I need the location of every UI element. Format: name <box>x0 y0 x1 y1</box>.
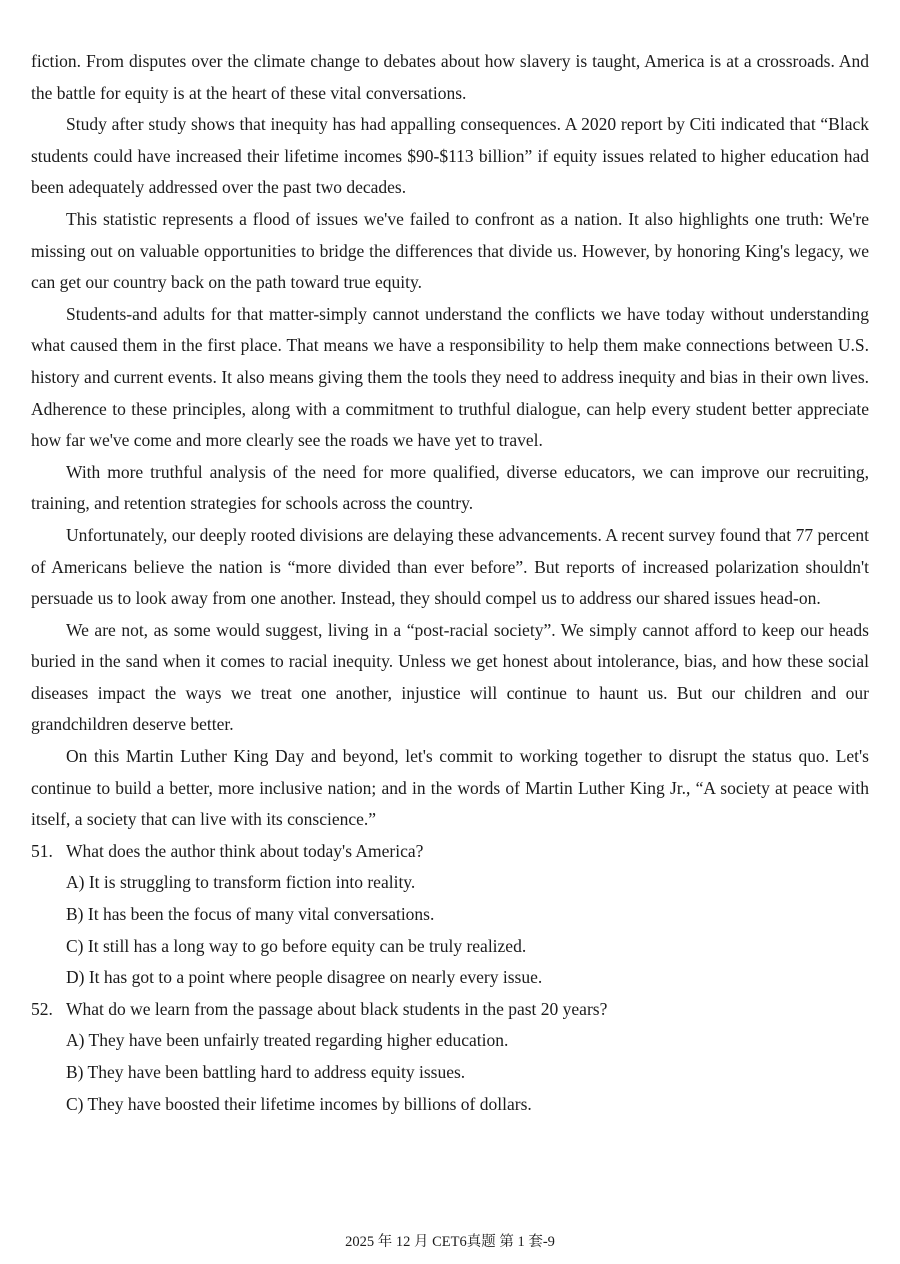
question-51-option-c: C) It still has a long way to go before equity can be truly realized. <box>66 935 527 956</box>
passage-paragraph-4: Students-and adults for that matter-simply cannot understand the conflicts we have today without understanding what caused them in the first place. That means we have a responsibility to help them make connections between U.S. history and current events. It also means giving them the tools they need to address inequity and bias in their own lives. Adherence to these principles, along with a commitment to truthful dialogue, can help every student better appreciate how far we've come and more clearly see the roads we have yet to travel. <box>31 303 869 451</box>
question-51 <box>31 836 869 994</box>
question-51-stem <box>31 836 869 868</box>
question-52-option-c: C) They have boosted their lifetime incomes by billions of dollars. <box>66 1093 532 1114</box>
question-text: What do we learn from the passage about black students in the past 20 years? <box>66 998 608 1019</box>
question-51-option-a: A) It is struggling to transform fiction into reality. <box>66 872 416 893</box>
page-footer: 2025 年 12 月 CET6真题 第 1 套-9 <box>345 1234 555 1250</box>
question-52-option-a: A) They have been unfairly treated regarding higher education. <box>66 1030 509 1051</box>
question-51-option-d: D) It has got to a point where people disagree on nearly every issue. <box>66 967 543 988</box>
question-52-option-b: B) They have been battling hard to address equity issues. <box>66 1062 466 1082</box>
question-52-stem <box>31 994 869 1026</box>
passage-paragraph-8: On this Martin Luther King Day and beyond, let's commit to working together to disrupt the status quo. Let's continue to build a better, more inclusive nation; and in the words of Martin Luther King Jr., “A society at peace with itself, a society that can live with its conscience.” <box>31 746 869 830</box>
questions-section <box>31 836 869 1120</box>
question-51-option-b: B) It has been the focus of many vital conversations. <box>66 904 435 925</box>
question-number: 51. <box>31 840 53 861</box>
question-text: What does the author think about today's America? <box>66 840 424 861</box>
passage-paragraph-7: We are not, as some would suggest, living in a “post-racial society”. We simply cannot afford to keep our heads buried in the sand when it comes to racial inequity. Unless we get honest about intolerance, bias, and how these social diseases impact the ways we treat one another, injustice will continue to haunt us. But our children and our grandchildren deserve better. <box>31 619 869 735</box>
reading-passage <box>31 46 869 836</box>
passage-paragraph-2: Study after study shows that inequity has had appalling consequences. A 2020 report by Citi indicated that “Black students could have increased their lifetime incomes $90-$113 billion” if equity issues related to higher education had been adequately addressed over the past two decades. <box>31 114 869 198</box>
passage-paragraph-1: fiction. From disputes over the climate change to debates about how slavery is taught, America is at a crossroads. And the battle for equity is at the heart of these vital conversations. <box>31 51 869 103</box>
passage-paragraph-3: This statistic represents a flood of issues we've failed to confront as a nation. It also highlights one truth: We're missing out on valuable opportunities to bridge the differences that divide us. However, by honoring King's legacy, we can get our country back on the path toward true equity. <box>31 208 869 293</box>
passage-paragraph-6: Unfortunately, our deeply rooted divisions are delaying these advancements. A recent survey found that 77 percent of Americans believe the nation is “more divided than ever before”. But reports of increased polarization shouldn't persuade us to look away from one another. Instead, they should compel us to address our shared issues head-on. <box>31 524 869 609</box>
question-52 <box>31 994 869 1120</box>
question-number: 52. <box>31 998 53 1019</box>
passage-paragraph-5: With more truthful analysis of the need for more qualified, diverse educators, we can improve our recruiting, training, and retention strategies for schools across the country. <box>31 461 869 514</box>
